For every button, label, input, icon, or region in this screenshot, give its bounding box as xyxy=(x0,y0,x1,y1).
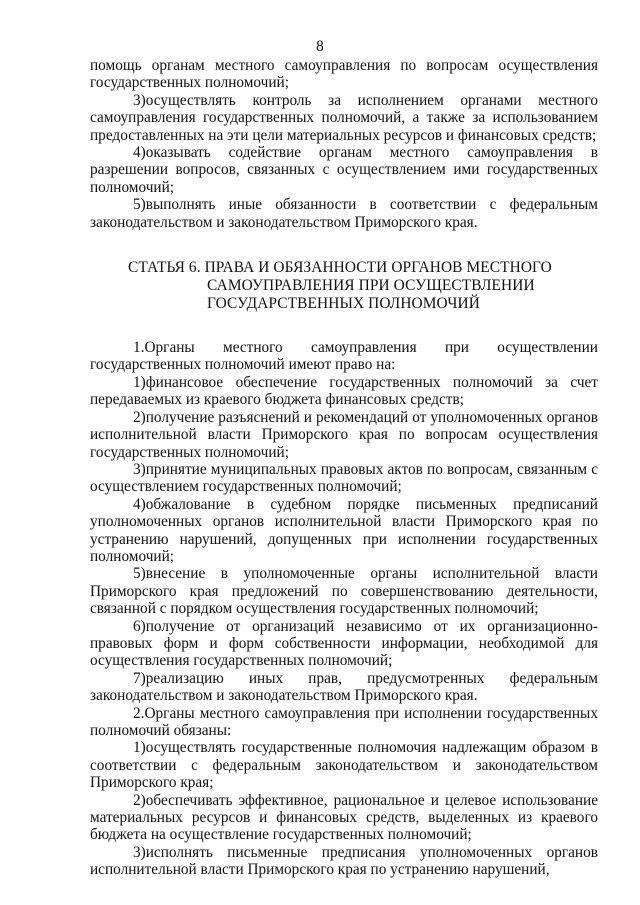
article-part-1-intro: 1.Органы местного самоуправления при осуществлении государственных полномочий имеют право на: xyxy=(90,339,598,374)
right-item-4: 4)обжалование в судебном порядке письменных предписаний уполномоченных органов исполнительной власти Приморского края по устранению нарушений, допущенных при исполнении государственных полномочий; xyxy=(90,495,598,565)
right-item-1: 1)финансовое обеспечение государственных полномочий за счет передаваемых из краевого бюджета финансовых средств; xyxy=(90,373,598,409)
right-item-5: 5)внесение в уполномоченные органы исполнительной власти Приморского края предложений по совершенствованию деятельности, связанной с порядком осуществления государственных полномочий; xyxy=(90,565,598,618)
paragraph-continuation: помощь органам местного самоуправления по вопросам осуществления государственных полномочий; xyxy=(90,57,598,92)
article-heading-line-1: СТАТЬЯ 6. ПРАВА И ОБЯЗАННОСТИ ОРГАНОВ МЕСТНОГО xyxy=(128,259,552,277)
article-heading-line-3: ГОСУДАРСТВЕННЫХ ПОЛНОМОЧИЙ xyxy=(207,295,480,313)
paragraph-item-3: 3)осуществлять контроль за исполнением органами местного самоуправления государственных полномочий, а также за использованием предоставленных на эти цели материальных ресурсов и финансовых средств; xyxy=(90,91,598,144)
document-body xyxy=(90,57,598,879)
article-part-2-intro: 2.Органы местного самоуправления при исполнении государственных полномочий обязаны: xyxy=(90,704,598,739)
right-item-2: 2)получение разъяснений и рекомендаций от уполномоченных органов исполнительной власти Приморского края по вопросам осуществления государственных полномочий; xyxy=(90,408,598,461)
right-item-3: 3)принятие муниципальных правовых актов по вопросам, связанным с осуществлением государственных полномочий; xyxy=(90,460,598,496)
duty-item-1: 1)осуществлять государственные полномочия надлежащим образом в соответствии с федеральным законодательством и законодательством Приморского края; xyxy=(90,739,598,792)
page-number: 8 xyxy=(316,38,324,55)
article-heading-line-2: САМОУПРАВЛЕНИЯ ПРИ ОСУЩЕСТВЛЕНИИ xyxy=(207,277,535,295)
duty-item-3: 3)исполнять письменные предписания уполномоченных органов исполнительной власти Приморского края по устранению нарушений, xyxy=(90,843,598,879)
paragraph-item-4: 4)оказывать содействие органам местного самоуправления в разрешении вопросов, связанных с осуществлением ими государственных полномочий; xyxy=(90,144,598,196)
right-item-7: 7)реализацию иных прав, предусмотренных федеральным законодательством и законодательством Приморского края. xyxy=(90,669,598,705)
article-heading xyxy=(90,259,598,313)
right-item-6: 6)получение от организаций независимо от их организационно-правовых форм и форм собственности информации, необходимой для осуществления государственных полномочий; xyxy=(90,617,598,670)
duty-item-2: 2)обеспечивать эффективное, рациональное и целевое использование материальных ресурсов и финансовых средств, выделенных из краевого бюджета на осуществление государственных полномочий; xyxy=(90,791,598,844)
paragraph-item-5: 5)выполнять иные обязанности в соответствии с федеральным законодательством и законодательством Приморского края. xyxy=(90,196,598,231)
